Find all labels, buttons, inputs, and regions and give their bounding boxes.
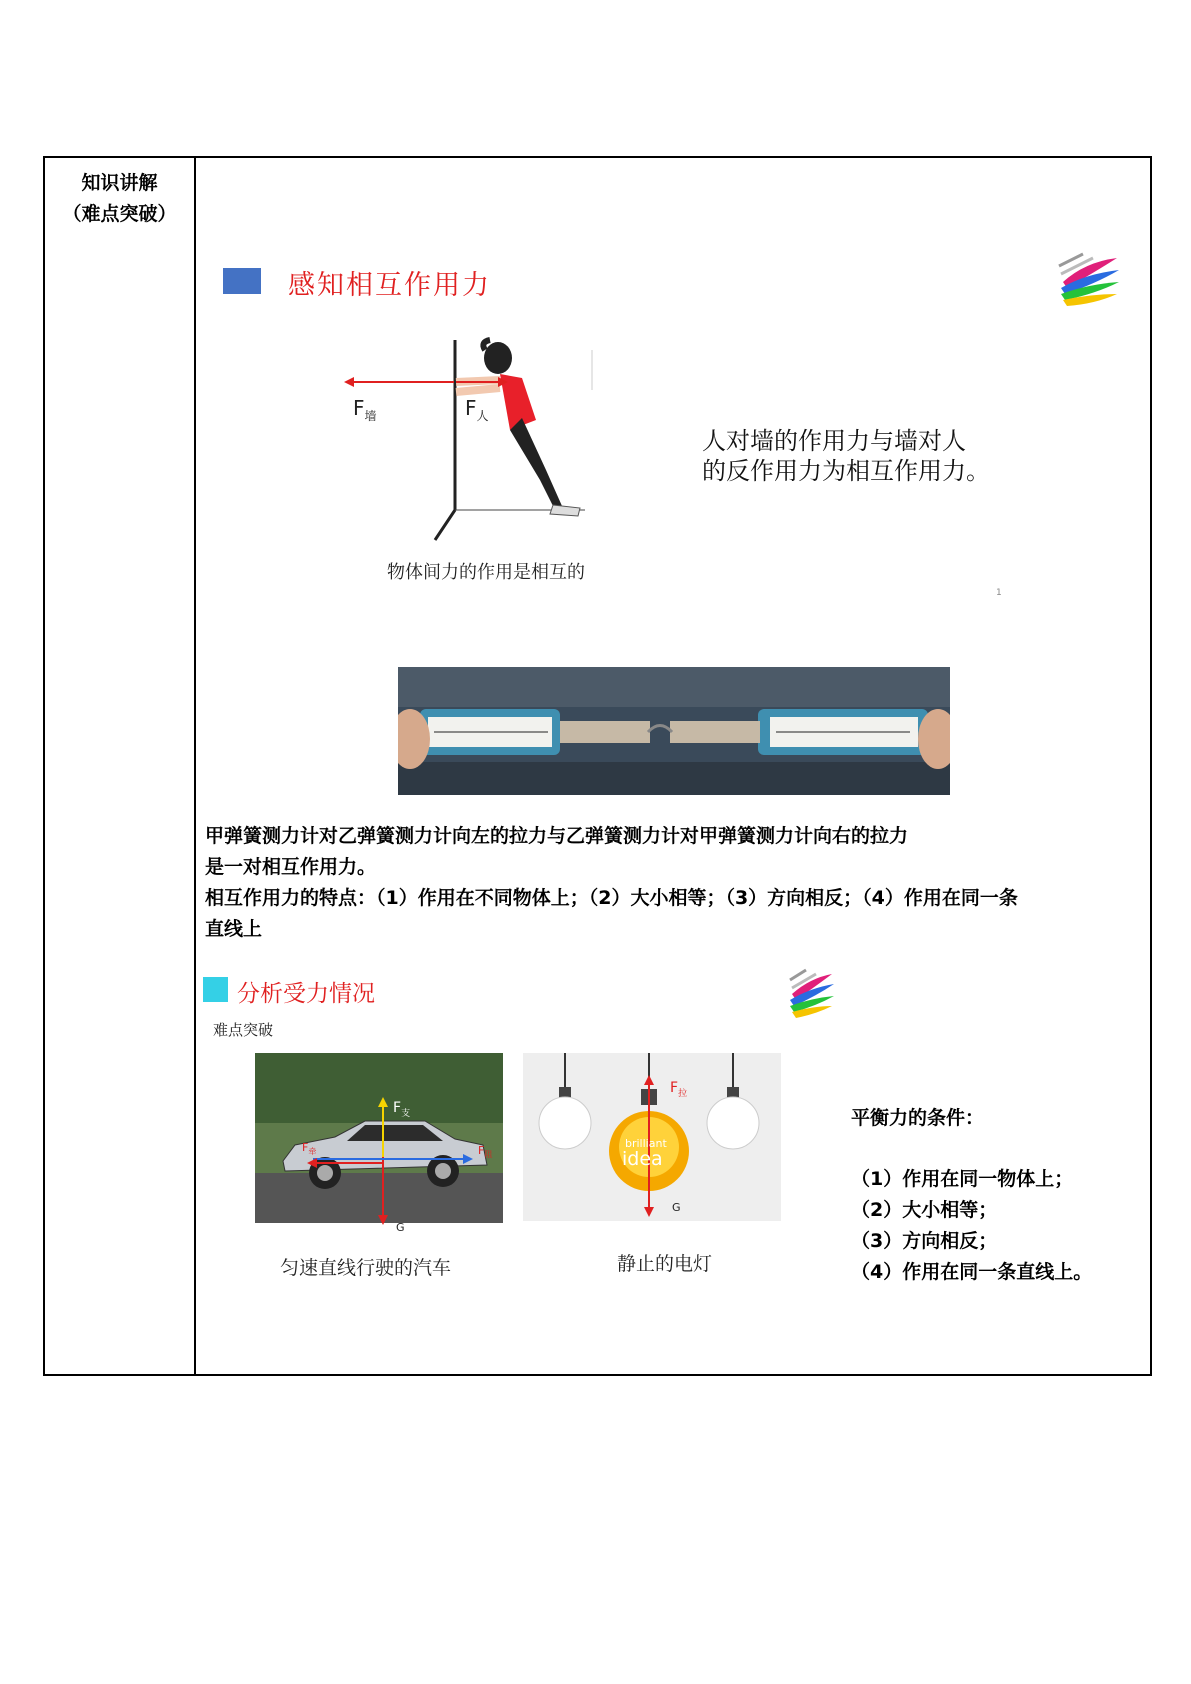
spring-text-line3: 相互作用力的特点：（1）作用在不同物体上；（2）大小相等；（3）方向相反；（4）作用在同一条 — [205, 887, 1018, 909]
car-f-resistance-label: $F_阻$ — [478, 1144, 493, 1160]
balance-item-1: （1）作用在同一物体上； — [851, 1168, 1074, 1190]
bulb-text-idea: idea — [622, 1148, 663, 1170]
spring-text-line4: 直线上 — [205, 918, 263, 940]
bulb-text-brilliant: brilliant — [625, 1137, 667, 1150]
desc-line-1: 人对墙的作用力与墙对人 — [702, 427, 966, 455]
section1-title: 感知相互作用力 — [288, 270, 491, 301]
spring-text-line1: 甲弹簧测力计对乙弹簧测力计向左的拉力与乙弹簧测力计对甲弹簧测力计向右的拉力 — [205, 825, 909, 847]
mutual-force-description — [702, 426, 990, 486]
color-swoosh-logo-small — [786, 968, 836, 1020]
f-wall-label: $F_墙$ — [353, 396, 377, 423]
lamp-g-label: G — [672, 1201, 681, 1214]
section-marker-blue — [223, 268, 261, 294]
lamp-f-label: $F_拉$ — [670, 1080, 688, 1099]
spring-scales-photo — [398, 667, 950, 795]
difficulty-label: 难点突破 — [213, 1021, 274, 1039]
car-caption: 匀速直线行驶的汽车 — [280, 1257, 452, 1279]
column-divider — [194, 158, 196, 1374]
color-swoosh-logo — [1055, 252, 1121, 308]
row-label — [45, 168, 194, 230]
balance-title: 平衡力的条件： — [851, 1107, 985, 1129]
balance-item-2: （2）大小相等； — [851, 1199, 998, 1221]
car-f-support-label: $F_支$ — [393, 1100, 411, 1119]
f-person-label: $F_人$ — [465, 396, 489, 423]
lamp-caption: 静止的电灯 — [617, 1253, 713, 1275]
car-f-traction-label: $F_牵$ — [302, 1141, 317, 1157]
row-label-line2: （难点突破） — [62, 203, 177, 225]
car-g-label: G — [396, 1221, 405, 1234]
section2-title: 分析受力情况 — [237, 981, 375, 1007]
desc-line-2: 的反作用力为相互作用力。 — [702, 457, 990, 485]
section-marker-cyan — [203, 977, 228, 1002]
row-label-line1: 知识讲解 — [81, 172, 158, 194]
balance-item-3: （3）方向相反； — [851, 1230, 998, 1252]
spring-text-line2: 是一对相互作用力。 — [205, 856, 377, 878]
balance-item-4: （4）作用在同一条直线上。 — [851, 1261, 1093, 1283]
car-force-diagram — [255, 1053, 503, 1225]
wall-figure-caption: 物体间力的作用是相互的 — [387, 562, 585, 583]
wall-push-illustration — [340, 330, 640, 550]
slide-page-number: 1 — [996, 588, 1002, 598]
